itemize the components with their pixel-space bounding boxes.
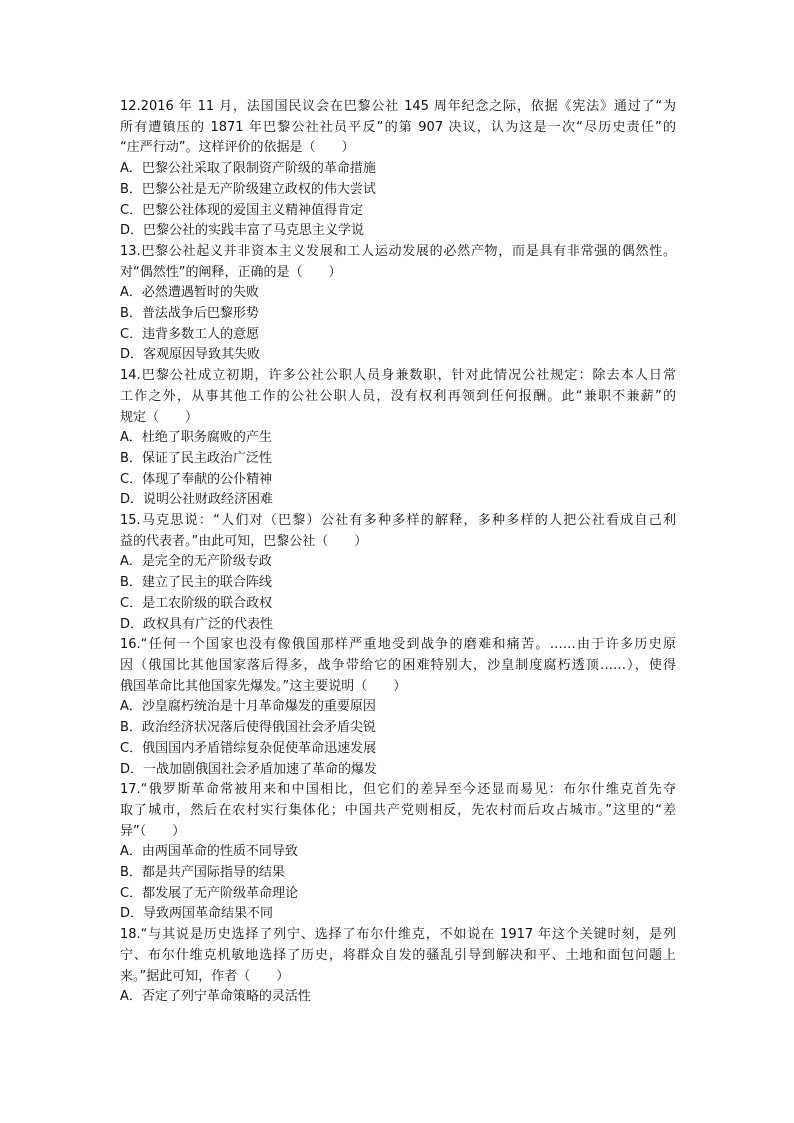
- question-stem-line: 18.“与其说是历史选择了列宁、选择了布尔什维克，不如说在 1917 年这个关键时刻，是列: [120, 927, 676, 943]
- question-stem-line: 16.“任何一个国家也没有像俄国那样严重地受到战争的磨难和痛苦。……由于许多历史原: [120, 637, 676, 653]
- option-a: A．是完全的无产阶级专政: [120, 554, 272, 570]
- option-c: C．违背多数工人的意愿: [120, 326, 260, 342]
- question-stem-line: 12.2016 年 11 月，法国国民议会在巴黎公社 145 周年纪念之际，依据《宪法》通过了“为: [120, 99, 676, 114]
- question-stem-line: 所有遭镇压的 1871 年巴黎公社社员平反”的第 907 决议，认为这是一次“尽历史责任”的: [120, 119, 676, 135]
- question-stem-line: “庄严行动”。这样评价的依据是（ ）: [120, 140, 355, 156]
- question-stem-line: 来。”据此可知，作者（ ）: [120, 968, 290, 984]
- option-d: D．导致两国革命结果不同: [120, 906, 274, 922]
- document-page: [120, 97, 676, 1008]
- question-stem-line: 13.巴黎公社起义并非资本主义发展和工人运动发展的必然产物，而是具有非常强的偶然性。: [120, 243, 676, 259]
- question-16: [120, 635, 676, 780]
- option-a: A．巴黎公社采取了限制资产阶级的革命措施: [120, 161, 376, 177]
- question-stem-line: 工作之外，从事其他工作的公社公职人员，没有权利再领到任何报酬。此“兼职不兼薪”的: [120, 388, 676, 404]
- option-d: D．一战加剧俄国社会矛盾加速了革命的爆发: [120, 761, 378, 777]
- question-stem-line: 因（俄国比其他国家落后得多，战争带给它的困难特别大，沙皇制度腐朽透顶……），使得: [120, 657, 676, 673]
- option-a: A．必然遭遇暂时的失败: [120, 285, 259, 301]
- option-c: C．巴黎公社体现的爱国主义精神值得肯定: [120, 202, 364, 218]
- option-d: D．巴黎公社的实践丰富了马克思主义学说: [120, 223, 365, 239]
- option-b: B．都是共产国际指导的结果: [120, 865, 285, 881]
- option-b: B．保证了民主政治广泛性: [120, 450, 272, 466]
- question-15: [120, 511, 676, 635]
- option-d: D．客观原因导致其失败: [120, 347, 261, 363]
- question-stem-line: 异”（ ）: [120, 823, 186, 839]
- option-c: C．是工农阶级的联合政权: [120, 595, 273, 611]
- question-14: [120, 366, 676, 511]
- option-c: C．体现了奉献的公仆精神: [120, 471, 273, 487]
- question-18: [120, 925, 676, 1008]
- question-stem-line: 17.“俄罗斯革命常被用来和中国相比，但它们的差异至今还显而易见：布尔什维克首先夺: [120, 782, 676, 798]
- option-a: A．杜绝了职务腐败的产生: [120, 430, 272, 446]
- option-d: D．说明公社财政经济困难: [120, 492, 274, 508]
- question-17: [120, 780, 676, 925]
- question-13: [120, 242, 676, 366]
- question-stem-line: 对“偶然性”的阐释，正确的是（ ）: [120, 264, 342, 280]
- option-b: B．政治经济状况落后使得俄国社会矛盾尖锐: [120, 720, 376, 736]
- option-a: A．否定了列宁革命策略的灵活性: [120, 989, 311, 1005]
- option-c: C．俄国国内矛盾错综复杂促使革命迅速发展: [120, 740, 377, 756]
- question-stem-line: 15.马克思说：“人们对（巴黎）公社有多种多样的解释，多种多样的人把公社看成自己利: [120, 513, 676, 529]
- option-a: A．沙皇腐朽统治是十月革命爆发的重要原因: [120, 699, 376, 715]
- option-b: B．普法战争后巴黎形势: [120, 306, 259, 322]
- option-b: B．巴黎公社是无产阶级建立政权的伟大尝试: [120, 181, 376, 197]
- question-stem-line: 规定（ ）: [120, 409, 199, 425]
- question-stem-line: 14.巴黎公社成立初期，许多公社公职人员身兼数职，针对此情况公社规定：除去本人日常: [120, 368, 676, 384]
- question-stem-line: 俄国革命比其他国家先爆发。”这主要说明（ ）: [120, 678, 407, 694]
- question-stem-line: 益的代表者。”由此可知，巴黎公社（ ）: [120, 533, 368, 549]
- question-12: [120, 97, 676, 242]
- option-b: B．建立了民主的联合阵线: [120, 575, 272, 591]
- option-d: D．政权具有广泛的代表性: [120, 616, 274, 632]
- question-stem-line: 取了城市，然后在农村实行集体化；中国共产党则相反，先农村而后攻占城市。”这里的“差: [120, 802, 676, 818]
- option-a: A．由两国革命的性质不同导致: [120, 844, 298, 860]
- option-c: C．都发展了无产阶级革命理论: [120, 885, 299, 901]
- question-stem-line: 宁、布尔什维克机敏地选择了历史，将群众自发的骚乱引导到解决和平、土地和面包问题上: [120, 947, 676, 963]
